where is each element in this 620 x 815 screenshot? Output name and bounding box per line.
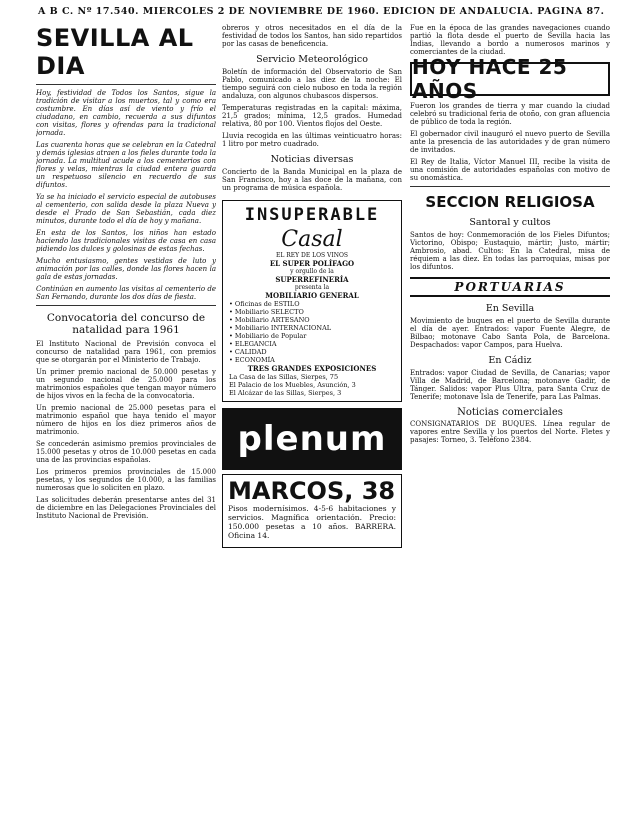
meteo-title: Servicio Meteorológico: [256, 54, 368, 65]
marcos-title: MARCOS, 38: [228, 477, 396, 505]
paragraph: CONSIGNATARIOS DE BUQUES. Línea regular de vapores entre Sevilla y los puertos del Norte. Fletes y pasajes: Torneo, 3. Teléfono 2384.: [410, 420, 610, 444]
noticias-comerciales-title: Noticias comerciales: [457, 407, 563, 418]
divider: [36, 84, 216, 85]
paragraph: Temperaturas registradas en la capital: máxima, 21,5 grados; mínima, 12,5 grados. Humedad relativa, 80 por 100. Vientos flojos del Oeste.: [222, 104, 402, 128]
paragraph: Boletín de información del Observatorio de San Pablo, comunicado a las diez de la noche: El tiempo seguirá con cielo nuboso en toda la región andaluza, con algunos chubascos dispersos.: [222, 68, 402, 100]
divider: [410, 186, 610, 187]
ad-line: • Mobiliario INTERNACIONAL: [229, 324, 332, 332]
section-title-sevilla: SEVILLA AL DIA: [36, 24, 194, 80]
paragraph: Movimiento de buques en el puerto de Sevilla durante el día de ayer. Entrados: vapor Fuente Alegre, de Bilbao; motonave Cabo Santa Pola, de Barcelona. Despachados: vapor Campos, para Huelva.: [410, 317, 610, 349]
ad-tagline: EL REY DE LOS VINOS: [275, 252, 349, 259]
paragraph: Santos de hoy: Conmemoración de los Fieles Difuntos; Victorino, Obispo; Eustaquio, mártir; Justo, mártir; Ambrosio, abad. Cultos: En la Catedral, misa de réquiem a las diez. En todas las parroquias, misas por los difuntos.: [410, 231, 610, 271]
ad-address: El Palacio de los Muebles, Asunción, 3: [229, 381, 356, 389]
ad-title: INSUPERABLE: [244, 205, 380, 225]
santoral-title: Santoral y cultos: [469, 217, 551, 228]
paragraph: El gobernador civil inauguró el nuevo puerto de Sevilla ante la presencia de las autoridades y de gran número de invitados.: [410, 130, 610, 154]
paragraph: Continúan en aumento las visitas al cementerio de San Fernando, durante los dos días de fiesta.: [36, 285, 216, 301]
en-sevilla-title: En Sevilla: [485, 303, 535, 314]
plenum-logo: plenum: [237, 419, 387, 459]
column-1: [36, 24, 216, 809]
seccion-religiosa-title: SECCION RELIGIOSA: [425, 193, 595, 211]
ad-line: • ECONOMÍA: [229, 356, 275, 364]
ad-line: • CALIDAD: [229, 348, 267, 356]
ad-line: • Oficinas de ESTILO: [229, 300, 300, 308]
paragraph: Hoy, festividad de Todos los Santos, sigue la tradición de visitar a los muertos, tal y como era costumbre. En días así de viento y frío el ciudadano, en cambio, recuerda a sus difuntos con visitas, flores y ofrendas para la tradicional jornada.: [36, 89, 216, 137]
paragraph: Un primer premio nacional de 50.000 pesetas y un segundo nacional de 25.000 para los matrimonios españoles que tengan mayor número de hijos vivos en la fecha de la convocatoria.: [36, 368, 216, 400]
ad-address: El Alcázar de las Sillas, Sierpes, 3: [229, 389, 342, 397]
paragraph: Ya se ha iniciado el servicio especial de autobuses al cementerio, con salida desde la plaza Nueva y desde el Prado de San Sebastián, cada diez minutos, durante todo el día de hoy y mañana.: [36, 193, 216, 225]
hoy-hace-title: HOY HACE 25 AÑOS: [412, 55, 568, 103]
ad-line: MOBILIARIO GENERAL: [265, 291, 359, 300]
ad-address: La Casa de las Sillas, Sierpes, 75: [229, 373, 339, 381]
advertisement-plenum: [222, 408, 402, 470]
page-header: A B C. Nº 17.540. MIERCOLES 2 DE NOVIEMBRE DE 1960. EDICION DE ANDALUCIA. PAGINA 87.: [38, 6, 605, 17]
noticias-title: Noticias diversas: [270, 154, 354, 165]
advertisement-marcos: [222, 474, 402, 548]
ad-line: • Mobiliario SELECTO: [229, 308, 304, 316]
ad-line: presenta la: [294, 284, 330, 291]
ad-line: y orgullo de la: [290, 268, 334, 275]
hoy-hace-box: [410, 55, 610, 103]
ad-line: • Mobiliario ARTESANO: [229, 316, 310, 324]
paragraph: obreros y otros necesitados en el día de la festividad de todos los Santos, han sido repartidos por las casas de beneficencia.: [222, 24, 402, 48]
column-3: [410, 24, 610, 809]
ad-line: SUPERREFINERÍA: [275, 275, 349, 284]
paragraph: Un premio nacional de 25.000 pesetas para el matrimonio español que haya tenido el mayor número de hijos en los diez primeros años de matrimonio.: [36, 404, 216, 436]
en-cadiz-title: En Cádiz: [488, 355, 532, 366]
paragraph: Las solicitudes deberán presentarse antes del 31 de diciembre en las Delegaciones Provinciales del Instituto Nacional de Previsión.: [36, 496, 216, 520]
ad-logo: Casal: [281, 227, 343, 252]
paragraph: Fue en la época de las grandes navegaciones cuando partió la flota desde el puerto de Sevilla hacia las Indias, llevando a bordo a numerosos marinos y comerciantes de la ciudad.: [410, 24, 610, 56]
paragraph: Entrados: vapor Ciudad de Sevilla, de Canarias; vapor Villa de Madrid, de Barcelona; motonave Gadir, de Tánger. Salidos: vapor Plus Ultra, para Santa Cruz de Tenerife; motonave Isla de Tenerife, para Las Palmas.: [410, 369, 610, 401]
divider: [36, 305, 216, 306]
paragraph: Lluvia recogida en las últimas veinticuatro horas: 1 litro por metro cuadrado.: [222, 132, 402, 148]
portuarias-title: PORTUARIAS: [410, 277, 610, 297]
ad-line: • ELEGANCIA: [229, 340, 277, 348]
paragraph: Las cuarenta horas que se celebran en la Catedral y demás iglesias atraen a los fieles durante toda la jornada. La multitud acude a los cementerios con flores y velas, mientras la ciudad entera guarda un respetuoso silencio en recuerdo de sus difuntos.: [36, 141, 216, 189]
ad-line: • Mobiliario de Popular: [229, 332, 307, 340]
paragraph: El Rey de Italia, Víctor Manuel III, recibe la visita de una comisión de autoridades españolas con motivo de su onomástica.: [410, 158, 610, 182]
paragraph: Los primeros premios provinciales de 15.000 pesetas, y los segundos de 10.000, a las familias numerosas que lo soliciten en plazo.: [36, 468, 216, 492]
paragraph: En esta de los Santos, los niños han estado haciendo las tradicionales visitas de casa en casa pidiendo los dulces y golosinas de estas fechas.: [36, 229, 216, 253]
column-2: [222, 24, 402, 809]
convocatoria-title: Convocatoria del concurso de natalidad para 1961: [46, 312, 206, 336]
ad-line: EL SUPER POLÍFAGO: [269, 259, 355, 268]
ad-tiendas: TRES GRANDES EXPOSICIONES: [247, 364, 377, 373]
paragraph: Mucho entusiasmo, gentes vestidas de luto y animación por las calles, donde las flores hacen la gala de estas jornadas.: [36, 257, 216, 281]
paragraph: Concierto de la Banda Municipal en la plaza de San Francisco, hoy a las doce de la mañana, con un programa de música española.: [222, 168, 402, 192]
paragraph: Fueron los grandes de tierra y mar cuando la ciudad celebró su tradicional feria de otoño, con gran afluencia de público de toda la región.: [410, 102, 610, 126]
advertisement-insuperable: [222, 200, 402, 402]
paragraph: El Instituto Nacional de Previsión convoca el concurso de natalidad para 1961, con premios que se otorgarán por el Ministerio de Trabajo.: [36, 340, 216, 364]
marcos-text: Pisos modernísimos. 4-5-6 habitaciones y servicios. Magnífica orientación. Precio: 150.000 pesetas a 10 años. BARRERA. Oficina 14.: [228, 504, 396, 540]
paragraph: Se concederán asimismo premios provinciales de 15.000 pesetas y otros de 10.000 pesetas en cada una de las provincias españolas.: [36, 440, 216, 464]
